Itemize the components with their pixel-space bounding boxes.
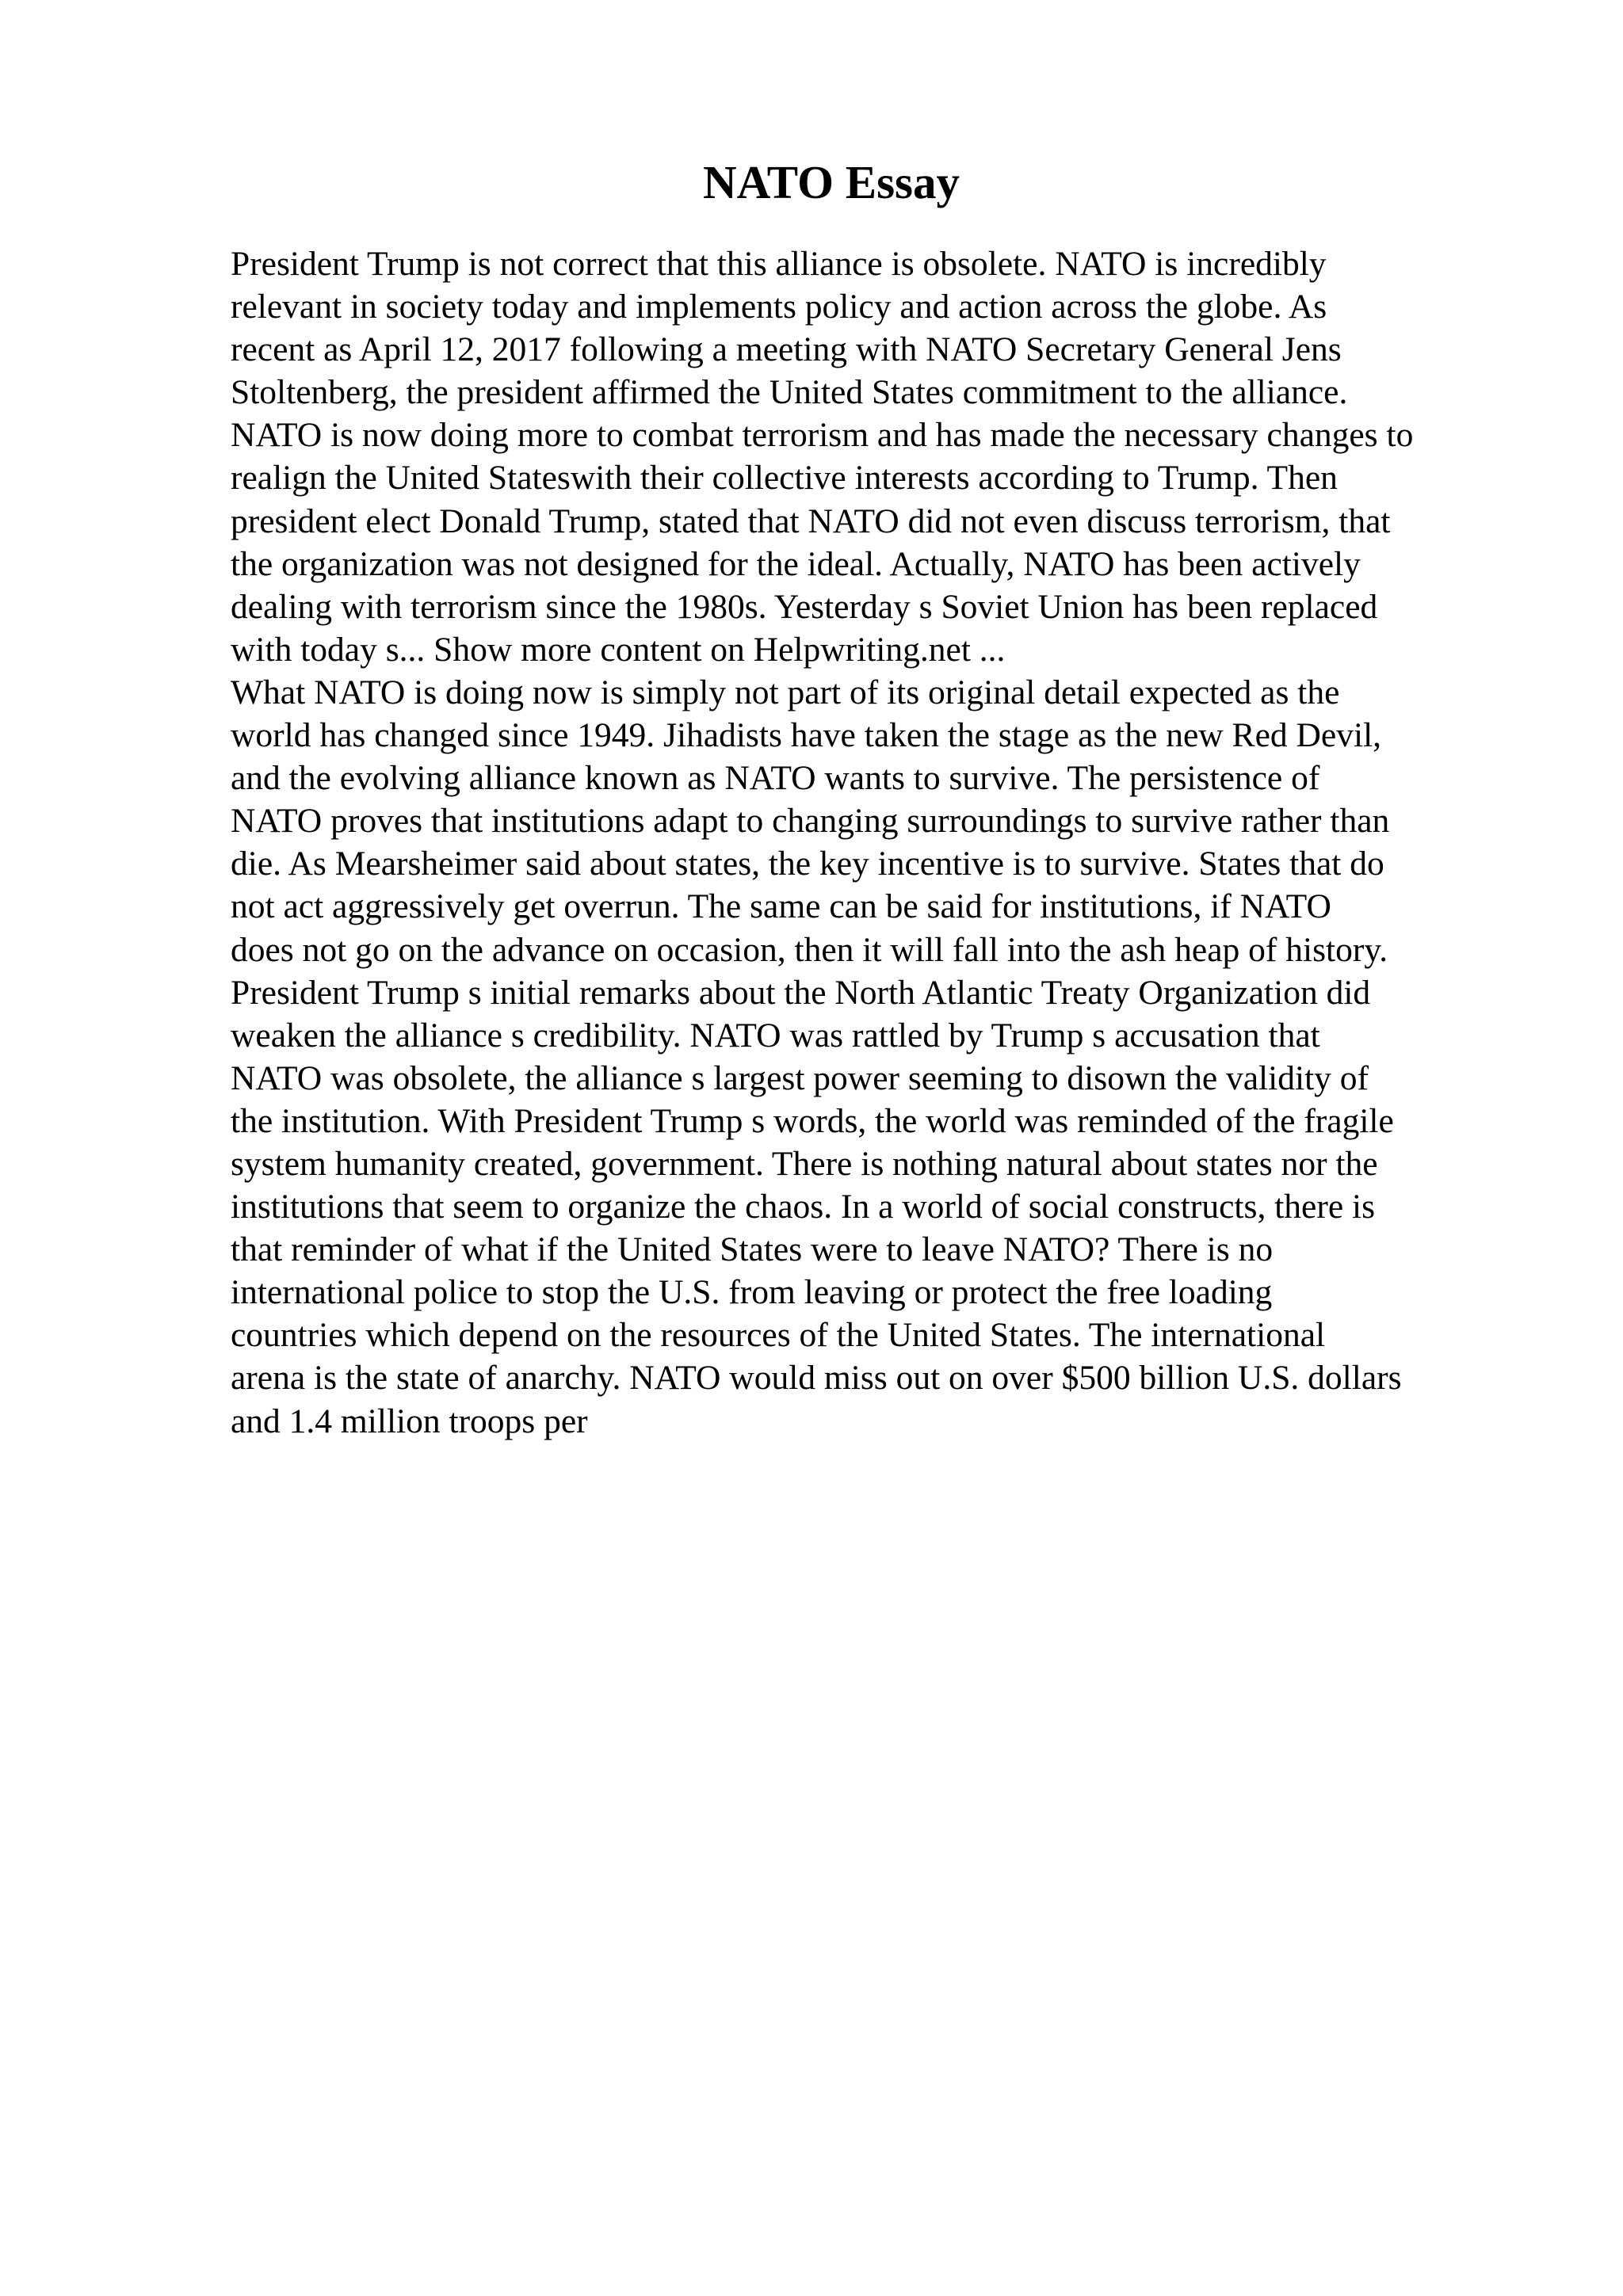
text-line: President Trump is not correct that this alliance is obsolete. NATO is incredibly: [231, 245, 1327, 283]
text-line: the organization was not designed for the ideal. Actually, NATO has been actively: [231, 544, 1361, 583]
text-line: and 1.4 million troops per: [231, 1402, 588, 1440]
text-line: dealing with terrorism since the 1980s. Yesterday s Soviet Union has been replaced: [231, 587, 1378, 626]
text-line: president elect Donald Trump, stated that NATO did not even discuss terrorism, that: [231, 502, 1391, 540]
text-line: Stoltenberg, the president affirmed the United States commitment to the alliance.: [231, 373, 1348, 412]
text-line: realign the United Stateswith their collective interests according to Trump. Then: [231, 459, 1338, 498]
essay-body: [231, 242, 1610, 1443]
text-line: international police to stop the U.S. from leaving or protect the free loading: [231, 1273, 1273, 1312]
text-line: die. As Mearsheimer said about states, the key incentive is to survive. States that do: [231, 845, 1384, 883]
text-line: the institution. With President Trump s words, the world was reminded of the fragile: [231, 1101, 1394, 1140]
text-line: weaken the alliance s credibility. NATO was rattled by Trump s accusation that: [231, 1016, 1320, 1055]
text-line: world has changed since 1949. Jihadists have taken the stage as the new Red Devil,: [231, 716, 1382, 755]
text-line: countries which depend on the resources of the United States. The international: [231, 1316, 1326, 1355]
text-line: with today s... Show more content on Helpwriting.net ...: [231, 630, 1006, 669]
text-line: NATO was obsolete, the alliance s largest power seeming to disown the validity of: [231, 1058, 1369, 1097]
text-line: What NATO is doing now is simply not part of its original detail expected as the: [231, 673, 1340, 711]
text-line: not act aggressively get overrun. The same can be said for institutions, if NATO: [231, 887, 1331, 926]
text-line: system humanity created, government. There is nothing natural about states nor the: [231, 1144, 1378, 1183]
text-line: does not go on the advance on occasion, then it will fall into the ash heap of history.: [231, 930, 1388, 969]
document-title: NATO Essay: [702, 156, 960, 208]
text-line: relevant in society today and implements policy and action across the globe. As: [231, 288, 1327, 326]
text-line: President Trump s initial remarks about the North Atlantic Treaty Organization did: [231, 973, 1371, 1012]
text-line: NATO is now doing more to combat terrorism and has made the necessary changes to: [231, 416, 1414, 455]
text-line: and the evolving alliance known as NATO wants to survive. The persistence of: [231, 759, 1320, 798]
text-line: arena is the state of anarchy. NATO would miss out on over $500 billion U.S. dollars: [231, 1359, 1402, 1398]
text-line: that reminder of what if the United States were to leave NATO? There is no: [231, 1230, 1274, 1269]
text-line: institutions that seem to organize the chaos. In a world of social constructs, there is: [231, 1188, 1376, 1226]
text-line: NATO proves that institutions adapt to changing surroundings to survive rather than: [231, 802, 1390, 841]
text-line: recent as April 12, 2017 following a meeting with NATO Secretary General Jens: [231, 330, 1342, 369]
